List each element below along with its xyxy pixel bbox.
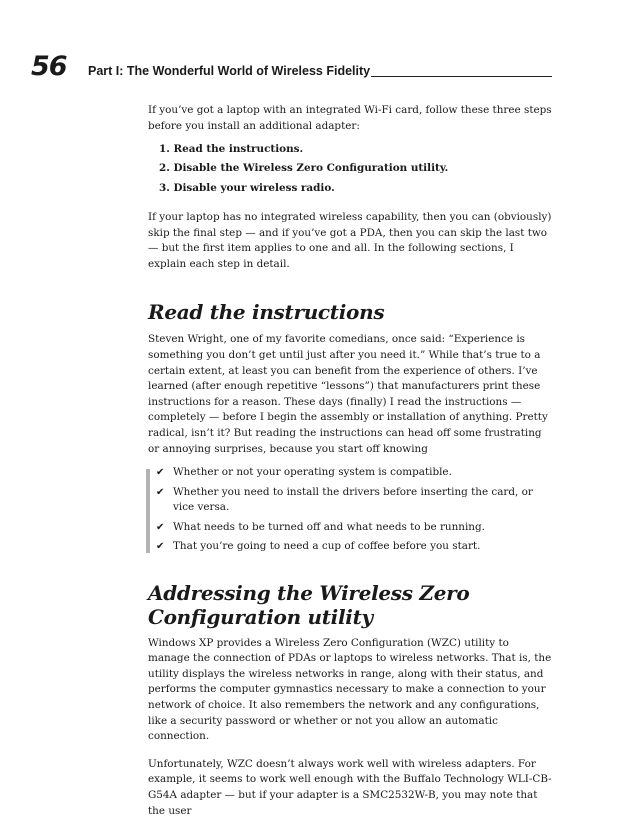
running-head: Part I: The Wonderful World of Wireless Fidelity	[88, 64, 371, 78]
check-icon: ✔	[156, 521, 165, 533]
intro-paragraph: If you’ve got a laptop with an integrated Wi-Fi card, follow these three steps before you install an additional adapter:	[148, 104, 552, 132]
wzc-paragraph-2: Unfortunately, WZC doesn’t always work well with wireless adapters. For example, it seems to work well enough with the Buffalo Technology WLI-CB-G54A adapter — but if your adapter is a SMC2532W-B, you may note that the user	[148, 757, 552, 817]
section-heading-wzc-line1: Addressing the Wireless Zero	[148, 580, 470, 605]
wzc-paragraph-1: Windows XP provides a Wireless Zero Configuration (WZC) utility to manage the connection of PDAs or laptops to wireless networks. That is, the utility displays the wireless networks in range, along with their status, and performs the computer gymnastics necessary to make a connection to your network of choice. It also remembers the network and any configurations, like a security password or whether or not you allow an automatic connection.	[148, 636, 552, 743]
bullet-list	[148, 465, 552, 554]
bullet-text: Whether or not your operating system is compatible.	[173, 466, 452, 479]
bullet-text: Whether you need to install the drivers before inserting the card, or vice versa.	[173, 485, 533, 514]
step-item: 3. Disable your wireless radio.	[159, 181, 335, 194]
bullet-item	[148, 539, 552, 555]
step-item: 2. Disable the Wireless Zero Configuration utility.	[159, 162, 449, 175]
check-icon: ✔	[156, 467, 165, 479]
section-heading-wzc	[148, 581, 552, 629]
check-icon: ✔	[156, 540, 165, 552]
bullet-item	[148, 465, 552, 481]
steps-list	[148, 142, 552, 200]
page-content	[148, 103, 552, 819]
section-heading-wzc-line2: Configuration utility	[148, 604, 373, 629]
section-heading-read-instructions: Read the instructions	[148, 300, 385, 325]
check-icon: ✔	[156, 486, 165, 498]
step-item: 1. Read the instructions.	[159, 143, 304, 156]
steps-followup-paragraph: If your laptop has no integrated wireless capability, then you can (obviously) skip the final step — and if you’ve got a PDA, then you can skip the last two — but the first item applies to one and all. In the following sections, I explain each step in detail.	[148, 211, 552, 270]
header-rule	[371, 76, 552, 77]
read-instructions-paragraph: Steven Wright, one of my favorite comedians, once said: “Experience is something you don’t get until just after you need it.” While that’s true to a certain extent, at least you can benefit from the experience of others. I’ve learned (after enough repetitive “lessons”) that manufacturers print these instructions for a reason. These days (finally) I read the instructions — completely — before I begin the assembly or installation of anything. Pretty radical, isn’t it? But reading the instructions can head off some frustrating or annoying surprises, because you start off knowing	[148, 333, 548, 455]
bullet-text: What needs to be turned off and what needs to be running.	[173, 520, 485, 533]
bullet-item	[148, 520, 552, 536]
bullet-item	[148, 485, 552, 516]
page-number: 56	[31, 51, 67, 82]
bullet-text: That you’re going to need a cup of coffee before you start.	[173, 539, 481, 552]
